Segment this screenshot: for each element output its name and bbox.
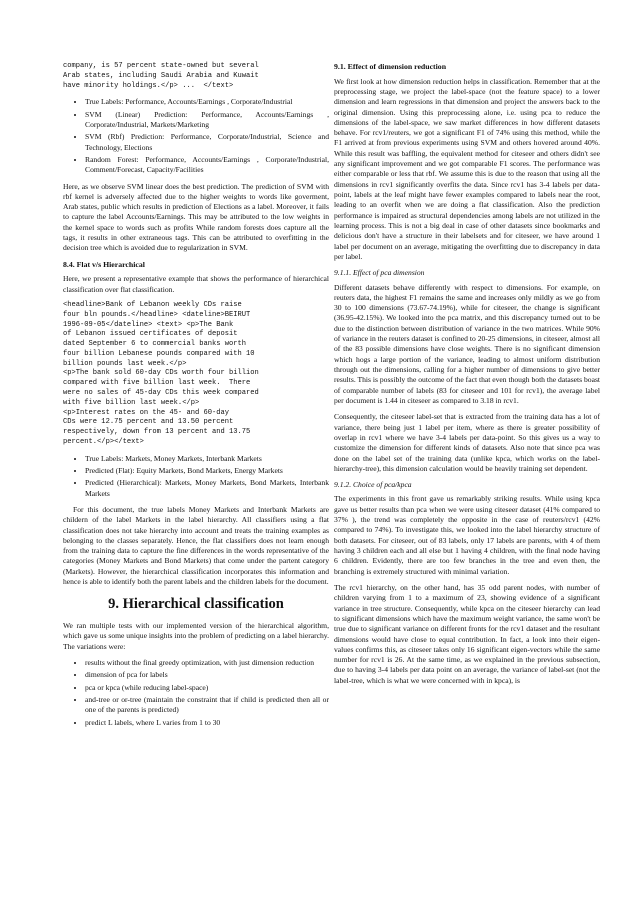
subsection-heading-9-1-2: 9.1.2. Choice of pca/kpca — [334, 480, 412, 490]
bullet-list-1 — [63, 97, 329, 175]
list-item: • Predicted (Flat): Equity Markets, Bond Markets, Energy Markets — [85, 466, 329, 476]
code-excerpt-1: company, is 57 percent state-owned but several Arab states, including Saudi Arabia and Kuwait have minority holdings.</p> ... </text> — [63, 62, 259, 90]
list-item: • True Labels: Performance, Accounts/Earnings , Corporate/Industrial — [85, 97, 329, 107]
list-item: • Random Forest: Performance, Accounts/Earnings , Corporate/Industrial, Comment/Forecast, Capacity/Facilities — [85, 155, 329, 176]
paragraph: The rcv1 hierarchy, on the other hand, has 35 odd parent nodes, with number of children varying from 1 to a maximum of 23, showing evidence of a significant variance in tree structure. Consequently, while kpca on the citeseer hierarchy can lead to significant dimensions which have the maximum weight variance, the same won't be true due to significant variance on different fronts for the rcv1 dataset and the resultant dimensions would have close to equal contribution. In fact, a look into their eigen-values confirms this, as citeseer takes only 16 significant eigen-vectors while the same number for rcv1 is 26. At the same time, as we explained in the previous subsection, due to having 3-4 labels per data point on an average, the variance of label-set (not the label-tree, which is what we were concerned with in kpca), is — [334, 582, 600, 685]
list-item: • dimension of pca for labels — [85, 670, 329, 680]
section-heading-8-4: 8.4. Flat v/s Hierarchical — [63, 259, 145, 269]
paragraph: Consequently, the citeseer label-set that is extracted from the training data has a lot of variance, there being just 1 label per item, where as there is greater possibility of overlap in rcv1 where we have 3-4 labels per data-point. So this gives us a way to customize the dimension for different kinds of datasets. Also note that since pca was done on the label set of the training data (unlike kpca, which works on the label-hierarchy-tree), this dimension calculation would be heavily training set dependent. — [334, 412, 600, 473]
paragraph: Different datasets behave differently with respect to dimensions. For example, on reuters data, the highest F1 remains the same and increases only mildly as we go from 30 to 100 dimensions (73.67-74.19%), while for citeseer, the change is significant (36.95-42.15%). We looked into the pca matrix, and this discrepancy turned out to be due to the distinction between distribution of variance in the two matrices. While 90% of variance in the reuters dataset is confined to 20-25 dimensions, in citeseer, almost all of the 83 possible dimensions have close weights. There is no significant dimension which hogs a large portion of the variance, leading to almost uniform distribution through out the dimensions, calling for a higher number of dimensions to give better results. This is possibly the outcome of the fact that even though both the datasets boast of comparable number of labels (83 for citeseer and 101 for rcv1), the average label per document is 1.44 in citeseer as compared to 3.18 in rcv1. — [334, 282, 601, 405]
list-item: • True Labels: Markets, Money Markets, Interbank Markets — [85, 454, 329, 464]
section-heading-9: 9. Hierarchical classification — [108, 596, 284, 613]
code-excerpt-2: <headline>Bank of Lebanon weekly CDs raise four bln pounds.</headline> <dateline>BEIRUT 1996-09-05</dateline> <text> <p>The Bank of Lebanon issued certificates of deposit dated September 6 to commercial banks worth four billion Lebanese pounds compared with 10 billion pounds last week.</p> <p>The bank sold 60-day CDs worth four billion compared with five billion last week. There were no sales of 45-day CDs this week compared with five billion last week.</p> <p>Interest rates on the 45- and 60-day CDs were 12.75 percent and 13.50 percent respectively, down from 13 percent and 13.75 percent.</p></text> — [63, 300, 259, 446]
list-item: • pca or kpca (while reducing label-space) — [85, 683, 329, 693]
bullet-list-3 — [63, 658, 329, 728]
paragraph: For this document, the true labels Money Markets and Interbank Markets are childern of the label Markets in the label hierarchy. All classifiers using a flat classification does not take hierarchy into account and treats the training examples as belonging to the classes separately. Hence, the flat classifiers does not learn enough from the training data to capture the fine differences in the words representative of the categories (Money Markets and Bond Markets) that come under the partent category (Markets). However, the hierarchical classification incorporates this information and hence is able to identify both the parent labels and the children labels for the document. — [63, 504, 329, 587]
list-item: • predict L labels, where L varies from 1 to 30 — [85, 718, 329, 728]
paragraph: Here, we present a representative example that shows the performance of hierarchical classification over flat classification. — [63, 274, 329, 294]
left-column — [63, 62, 329, 734]
list-item: • results without the final greedy optimization, with just dimension reduction — [85, 658, 329, 668]
paragraph: Here, as we observe SVM linear does the best prediction. The prediction of SVM with rbf kernel is adversely affected due to the higher weights to words like goverment, Arab states, public which results in prediction of Elections as a label. Moreover, it fails to capture the label Accounts/Earnings. This may be attributed to the low weights in the kernel space to words such as profits While random forests does capture all the tags, it results in other extraneous tags. This can be attributed to overfitting in the decision tree which is avoided due to regularization in SVM. — [63, 181, 329, 253]
list-item: • SVM (Linear) Prediction: Performance, Accounts/Earnings , Corporate/Industrial, Markets/Marketing — [85, 110, 329, 131]
paragraph: We first look at how dimension reduction helps in classification. Remember that at the preprocessing stage, we project the label-space (not the feature space) to a lower dimension and learn regressions in that dimension and project the answers back to the original dimension. Using this preprocessing alone, i.e. using pca to reduce the dimensions of the label-space, we saw market differences in how different datasets behave. For rcv1/reuters, we got a significant F1 of 74% using this method, while the F1 arrived at from previous experiments using SVM and others hovered around 40%. While this result was baffling, the equivalent method for citeseer and others didn't see any significant improvement and we got comparable F1 scores. The performance was either comparable or less that rbf. We assume this is due to the reason that using all the dimensions in rcv1 significantly overfits the data. Since rcv1 has 3-4 labels per data-point, labels at the leaf might have fewer examples compared to labels near the root, leading to an overfit when we are doing a flat classification. Also the prediction performance is impaired as structural dependencies among labels are not utilized in the learning process. This is not a big deal in case of other datasets since bookmarks and delicious don't have a structure in their labelsets and for citeseer, we have around 1 label per document on an average, mitigating the overfitting due to discrepancy in data per label. — [334, 76, 600, 261]
list-item: • and-tree or or-tree (maintain the constraint that if child is predicted then all or one of the parents is predicted) — [85, 695, 329, 716]
list-item: • Predicted (Hierarchical): Markets, Money Markets, Bond Markets, Interbank Markets — [85, 478, 329, 499]
subsection-heading-9-1-1: 9.1.1. Effect of pca dimension — [334, 268, 425, 278]
paragraph: The experiments in this front gave us remarkably striking results. While using kpca gave us better results than pca when we were using citeseer dataset (41% compared to 37% ), the trend was completely the opposite in the case of reuters/rcv1 (42% compared to 74%). To investigate this, we looked into the label hierarchy structure of both datasets. For citeseer, out of 83 labels, only 17 labels are parents, with 4 of them having 3 children each and all else but 1 having 4 children, with the final node having 6 children. Evidently, there are too few branches in the tree and even then, the branching is extremely structured with minimal variation. — [334, 494, 600, 576]
list-item: • SVM (Rbf) Prediction: Performance, Corporate/Industrial, Science and Technology, Elections — [85, 132, 329, 153]
right-column — [334, 62, 600, 692]
section-heading-9-1: 9.1. Effect of dimension reduction — [334, 62, 447, 71]
paragraph: We ran multiple tests with our implemented version of the hierarchical algorithm, which gave us some unique insights into the problem of predicting on a label hierarchy. The variations were: — [63, 621, 329, 651]
bullet-list-2 — [63, 454, 329, 499]
